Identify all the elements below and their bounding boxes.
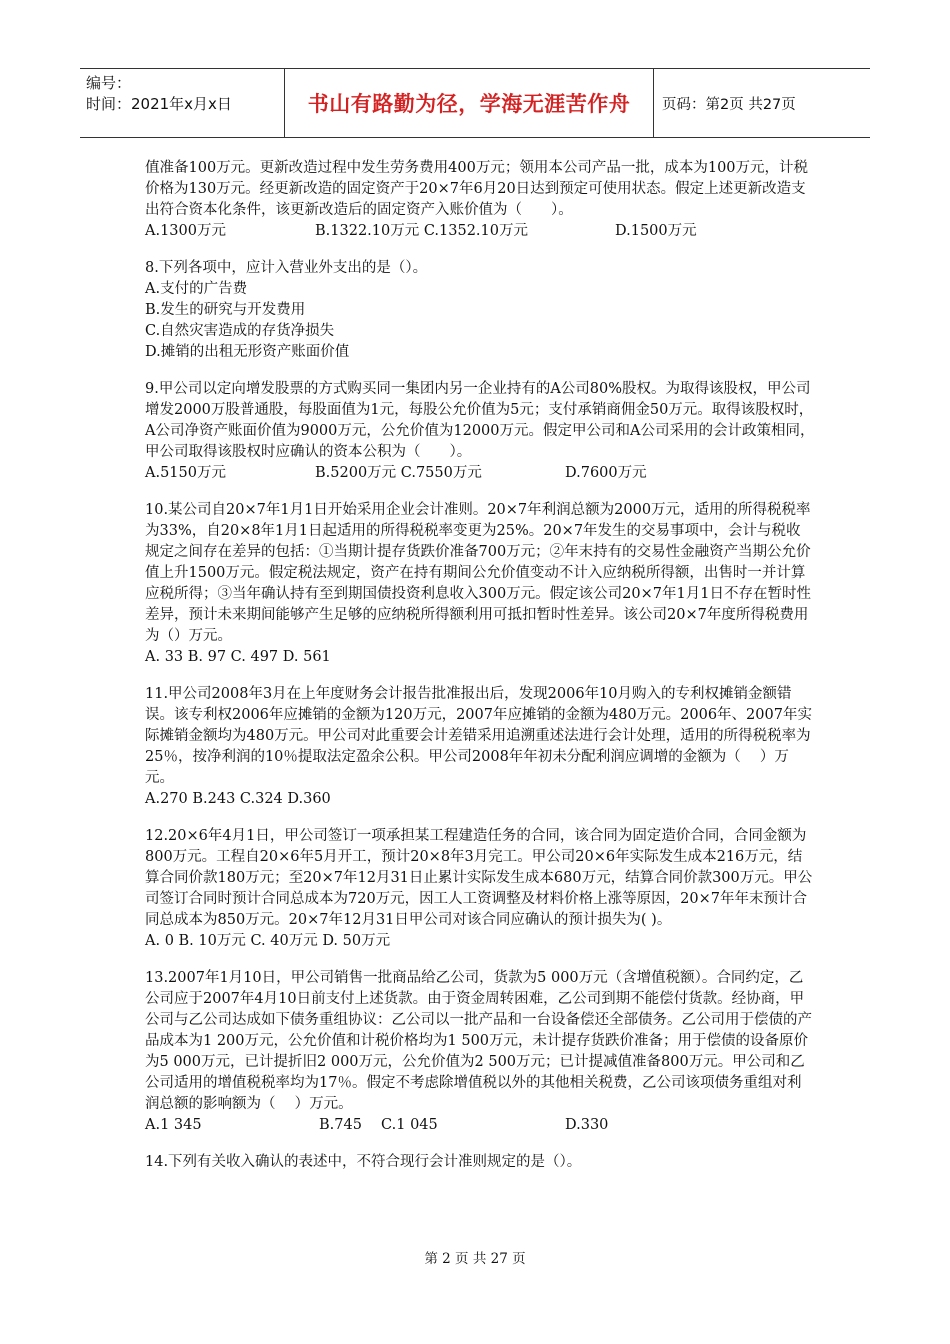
header-meta <box>80 69 284 137</box>
question-7-continued <box>145 158 815 242</box>
options-row: A.270 B.243 C.324 D.360 <box>145 791 331 807</box>
option: B.745 C.1 045 <box>319 1117 438 1133</box>
question-12 <box>145 826 815 952</box>
question-text: 值准备100万元。更新改造过程中发生劳务费用400万元；领用本公司产品一批，成本为100万元，计税价格为130万元。经更新改造的固定资产于20×7年6月20日达到预定可使用状态。假定上述更新改造支出符合资本化条件，该更新改造后的固定资产入账价值为（ ）。 <box>145 160 809 218</box>
option: D.摊销的出租无形资产账面价值 <box>145 344 350 360</box>
option: D.1500万元 <box>615 223 697 239</box>
option: B.发生的研究与开发费用 <box>145 302 306 318</box>
header-page-cell <box>654 69 870 137</box>
page-header <box>80 68 870 138</box>
option: A.1300万元 <box>145 223 226 239</box>
question-8 <box>145 258 815 363</box>
option: C.自然灾害造成的存货净损失 <box>145 323 335 339</box>
page-footer: 第 2 页 共 27 页 <box>424 1251 526 1267</box>
slogan: 书山有路勤为径，学海无涯苦作舟 <box>307 92 631 116</box>
options-row <box>145 463 815 484</box>
page-label: 页码：第2页 共27页 <box>662 96 796 113</box>
options-row: A. 0 B. 10万元 C. 40万元 D. 50万元 <box>145 933 391 949</box>
option: A.支付的广告费 <box>145 281 248 297</box>
question-text: 12.20×6年4月1日，甲公司签订一项承担某工程建造任务的合同，该合同为固定造价合同，合同金额为800万元。工程自20×6年5月开工，预计20×8年3月完工。甲公司20×6年实际发生成本216万元，结算合同价款180万元；至20×7年12月31日止累计实际发生成本680万元，结算合同价款300万元。甲公司签订合同时预计合同总成本为720万元，因工人工资调整及材料价格上涨等原因，20×7年年末预计合同总成本为850万元。20×7年12月31日甲公司对该合同应确认的预计损失为( )。 <box>145 828 813 928</box>
question-13 <box>145 968 815 1136</box>
number-label: 编号： <box>86 74 132 92</box>
time-label: 时间：2021年x月x日 <box>86 95 232 113</box>
question-list <box>145 158 815 1189</box>
question-10 <box>145 500 815 668</box>
option: B.5200万元 C.7550万元 <box>315 465 482 481</box>
question-text: 10.某公司自20×7年1月1日开始采用企业会计准则。20×7年利润总额为2000万元，适用的所得税税率为33%，自20×8年1月1日起适用的所得税税率变更为25%。20×7年发生的交易事项中，会计与税收规定之间存在差异的包括：①当期计提存货跌价准备700万元；②年末持有的交易性金融资产当期公允价值上升1500万元。假定税法规定，资产在持有期间公允价值变动不计入应纳税所得额，出售时一并计算应税所得；③当年确认持有至到期国债投资利息收入300万元。假定该公司20×7年1月1日不存在暂时性差异，预计未来期间能够产生足够的应纳税所得额利用可抵扣暂时性差异。该公司20×7年度所得税费用为（）万元。 <box>145 502 811 644</box>
options-row <box>145 1115 815 1136</box>
question-text: 13.2007年1月10日，甲公司销售一批商品给乙公司，货款为5 000万元（含增值税额）。合同约定，乙公司应于2007年4月10日前支付上述货款。由于资金周转困难，乙公司到期不能偿付货款。经协商，甲公司与乙公司达成如下债务重组协议：乙公司以一批产品和一台设备偿还全部债务。乙公司用于偿债的产品成本为1 200万元，公允价值和计税价格均为1 500万元，未计提存货跌价准备；用于偿债的设备原价为5 000万元，已计提折旧2 000万元，公允价值为2 500万元；已计提减值准备800万元。甲公司和乙公司适用的增值税税率均为17％。假定不考虑除增值税以外的其他相关税费，乙公司该项债务重组对利润总额的影响额为（ ）万元。 <box>145 970 812 1112</box>
header-slogan-cell <box>284 69 654 137</box>
option: D.330 <box>565 1117 609 1133</box>
question-11 <box>145 684 815 810</box>
question-text: 8.下列各项中，应计入营业外支出的是（）。 <box>145 260 428 276</box>
options-row: A. 33 B. 97 C. 497 D. 561 <box>145 649 331 665</box>
question-14 <box>145 1152 815 1173</box>
question-text: 9.甲公司以定向增发股票的方式购买同一集团内另一企业持有的A公司80%股权。为取得该股权，甲公司增发2000万股普通股，每股面值为1元，每股公允价值为5元；支付承销商佣金50万元。取得该股权时，A公司净资产账面价值为9000万元，公允价值为12000万元。假定甲公司和A公司采用的会计政策相同，甲公司取得该股权时应确认的资本公积为（ ）。 <box>145 381 815 460</box>
question-text: 11.甲公司2008年3月在上年度财务会计报告批准报出后，发现2006年10月购入的专利权摊销金额错误。该专利权2006年应摊销的金额为120万元，2007年应摊销的金额为480万元。2006年、2007年实际摊销金额均为480万元。甲公司对此重要会计差错采用追溯重述法进行会计处理，适用的所得税税率为25％，按净利润的10％提取法定盈余公积。甲公司2008年年初未分配利润应调增的金额为（ ）万元。 <box>145 686 812 786</box>
option: B.1322.10万元 C.1352.10万元 <box>315 223 528 239</box>
question-9 <box>145 379 815 484</box>
question-text: 14.下列有关收入确认的表述中，不符合现行会计准则规定的是（）。 <box>145 1154 582 1170</box>
option: A.1 345 <box>145 1117 202 1133</box>
option: A.5150万元 <box>145 465 226 481</box>
options-row <box>145 221 815 242</box>
option: D.7600万元 <box>565 465 647 481</box>
